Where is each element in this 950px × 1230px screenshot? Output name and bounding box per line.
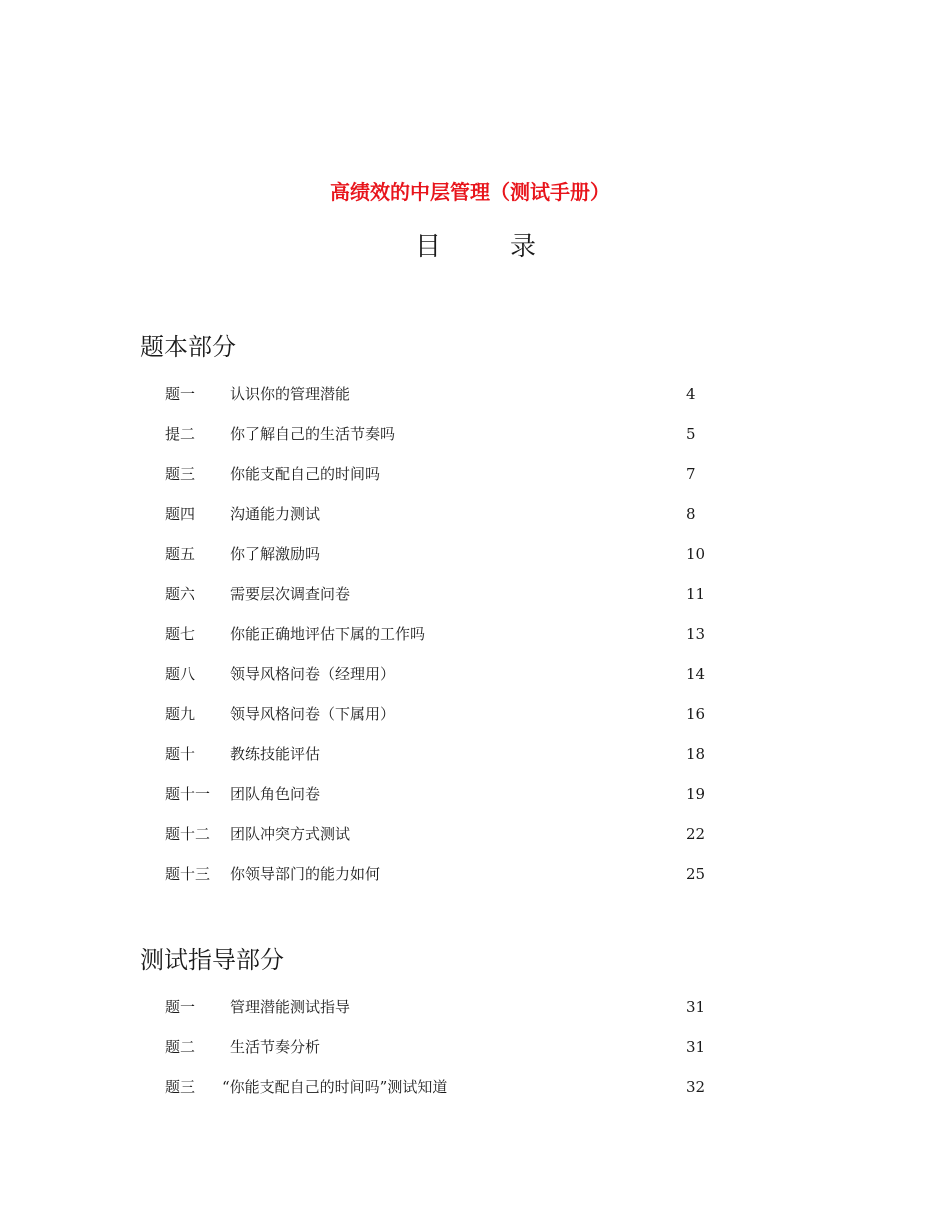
toc-entry-title: 教练技能评估: [230, 745, 321, 763]
toc-entry-number: 题十二: [165, 825, 211, 843]
toc-entry-title: 你能正确地评估下属的工作吗: [230, 625, 426, 643]
toc-entry[interactable]: [0, 664, 950, 704]
toc-list-guidance: [0, 997, 950, 1117]
toc-entry-number: 题二: [165, 1038, 196, 1056]
toc-entry-title: 团队冲突方式测试: [230, 825, 351, 843]
toc-entry-page: 14: [686, 665, 706, 683]
toc-entry-title: 领导风格问卷（经理用）: [230, 665, 396, 683]
toc-heading: [0, 226, 950, 262]
toc-entry[interactable]: [0, 464, 950, 504]
toc-entry-number: 题一: [165, 385, 196, 403]
toc-entry-number: 题七: [165, 625, 196, 643]
toc-entry-title: 团队角色问卷: [230, 785, 321, 803]
toc-list-questions: [0, 384, 950, 904]
toc-entry-title: 需要层次调查问卷: [230, 585, 351, 603]
toc-entry[interactable]: [0, 1037, 950, 1077]
toc-entry-page: 18: [686, 745, 706, 763]
toc-entry-number: 题三: [165, 465, 196, 483]
section-heading-questions: 题本部分: [140, 333, 236, 361]
toc-entry-number: 题十三: [165, 865, 211, 883]
toc-entry-page: 32: [686, 1078, 706, 1096]
toc-entry-number: 题五: [165, 545, 196, 563]
toc-entry-page: 4: [686, 385, 696, 403]
toc-entry-title: 认识你的管理潜能: [230, 385, 351, 403]
toc-entry-title: 你了解激励吗: [230, 545, 321, 563]
toc-entry-page: 8: [686, 505, 696, 523]
toc-entry[interactable]: [0, 384, 950, 424]
toc-entry[interactable]: [0, 704, 950, 744]
toc-entry[interactable]: [0, 1077, 950, 1117]
toc-entry-number: 题一: [165, 998, 196, 1016]
toc-entry-page: 22: [686, 825, 706, 843]
toc-entry[interactable]: [0, 544, 950, 584]
toc-entry-number: 题八: [165, 665, 196, 683]
section-heading-guidance: 测试指导部分: [140, 946, 284, 974]
toc-entry[interactable]: [0, 424, 950, 464]
toc-entry-page: 5: [686, 425, 696, 443]
toc-entry-number: 题十: [165, 745, 196, 763]
toc-entry[interactable]: [0, 784, 950, 824]
toc-entry[interactable]: [0, 997, 950, 1037]
toc-entry[interactable]: [0, 504, 950, 544]
toc-entry-title: 你了解自己的生活节奏吗: [230, 425, 396, 443]
toc-entry-title: 领导风格问卷（下属用）: [230, 705, 396, 723]
toc-heading-char-1: 目: [415, 232, 442, 262]
toc-entry-page: 25: [686, 865, 706, 883]
toc-entry-title: 生活节奏分析: [230, 1038, 321, 1056]
toc-entry-page: 13: [686, 625, 706, 643]
toc-entry-page: 10: [686, 545, 706, 563]
toc-entry-number: 题四: [165, 505, 196, 523]
toc-entry-page: 31: [686, 1038, 706, 1056]
toc-entry-number: 题三: [165, 1078, 196, 1096]
toc-entry-page: 31: [686, 998, 706, 1016]
toc-entry-title: 管理潜能测试指导: [230, 998, 351, 1016]
toc-entry-number: 题十一: [165, 785, 211, 803]
toc-entry[interactable]: [0, 744, 950, 784]
toc-entry-page: 19: [686, 785, 706, 803]
toc-entry[interactable]: [0, 864, 950, 904]
toc-entry-number: 题九: [165, 705, 196, 723]
toc-entry-number: 提二: [165, 425, 196, 443]
page-title: 高绩效的中层管理（测试手册）: [330, 180, 610, 204]
toc-entry-page: 16: [686, 705, 706, 723]
toc-entry[interactable]: [0, 624, 950, 664]
toc-entry[interactable]: [0, 584, 950, 624]
toc-entry[interactable]: [0, 824, 950, 864]
toc-entry-title: “你能支配自己的时间吗”测试知道: [222, 1078, 448, 1096]
toc-entry-number: 题六: [165, 585, 196, 603]
toc-entry-page: 7: [686, 465, 696, 483]
toc-heading-char-2: 录: [510, 232, 537, 262]
toc-entry-page: 11: [686, 585, 706, 603]
toc-entry-title: 你能支配自己的时间吗: [230, 465, 381, 483]
toc-entry-title: 你领导部门的能力如何: [230, 865, 381, 883]
toc-entry-title: 沟通能力测试: [230, 505, 321, 523]
